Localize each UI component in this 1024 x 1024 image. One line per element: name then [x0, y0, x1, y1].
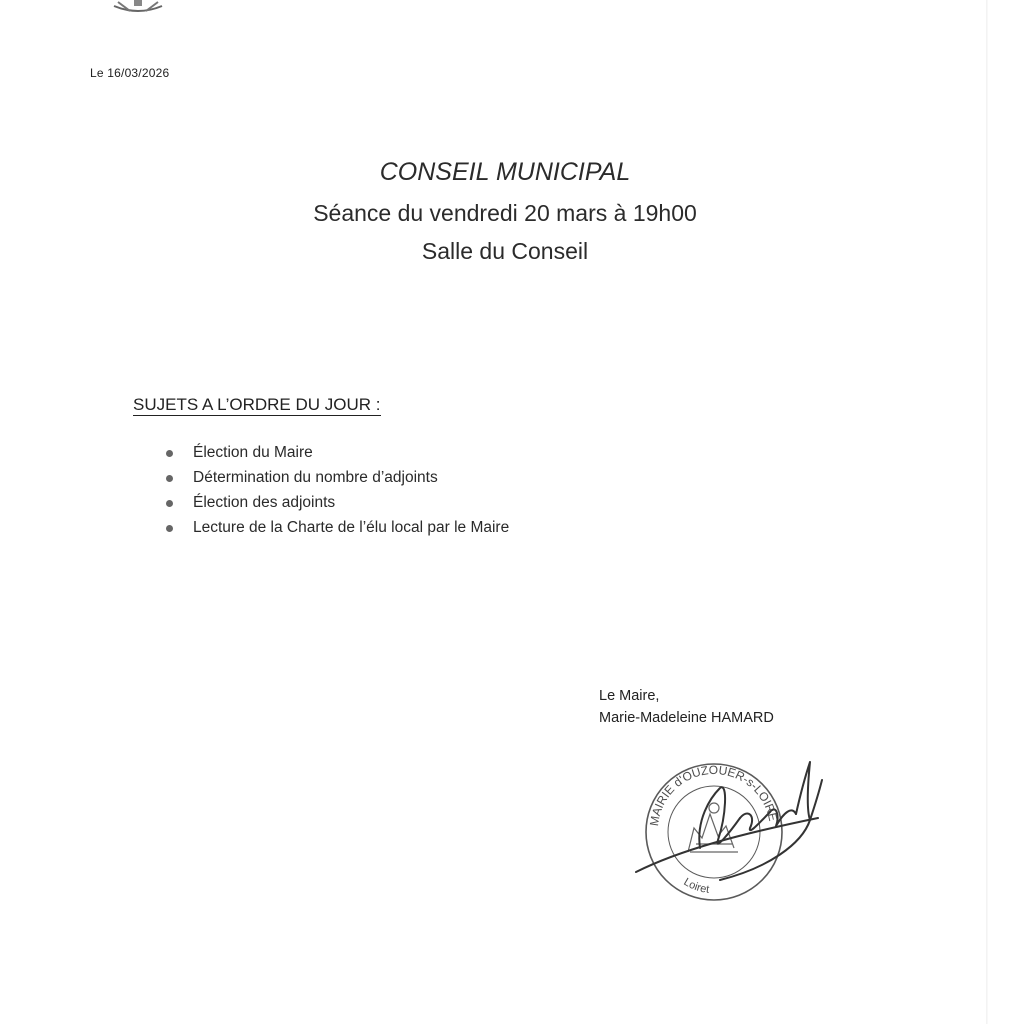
bullet-icon [166, 450, 173, 457]
meeting-place: Salle du Conseil [421, 238, 589, 264]
bullet-icon [166, 525, 173, 532]
handwritten-signature [636, 762, 822, 880]
signatory-name: Marie-Madeleine HAMARD [599, 710, 774, 726]
agenda-item-text: Élection du Maire [193, 444, 313, 461]
agenda-item-text: Lecture de la Charte de l’élu local par le Maire [193, 519, 510, 536]
agenda-item [166, 492, 509, 517]
stamp-ring-path: MAIRIE d'OUZOUER-s-LOIRE [647, 762, 781, 827]
stamp-bottom-text [681, 876, 709, 896]
agenda-list [166, 442, 509, 542]
signature-block [599, 685, 774, 729]
mayor-stamp-and-signature [630, 748, 830, 908]
meeting-title: CONSEIL MUNICIPAL [379, 158, 631, 186]
agenda-item [166, 517, 509, 542]
stamp-emblem [688, 803, 738, 852]
emblem-fragment [108, 0, 168, 16]
agenda-item [166, 442, 509, 467]
scan-edge [986, 0, 988, 1024]
stamp-bottom-path: Loiret [681, 876, 710, 896]
agenda-heading: SUJETS A L’ORDRE DU JOUR : [133, 395, 381, 414]
agenda-item-text: Détermination du nombre d’adjoints [193, 469, 438, 486]
agenda-item-text: Élection des adjoints [193, 494, 336, 511]
document-date: Le 16/03/2026 [90, 66, 170, 80]
agenda-item [166, 467, 509, 492]
bullet-icon [166, 500, 173, 507]
meeting-session: Séance du vendredi 20 mars à 19h00 [313, 200, 697, 226]
signatory-role: Le Maire, [599, 688, 660, 704]
bullet-icon [166, 475, 173, 482]
